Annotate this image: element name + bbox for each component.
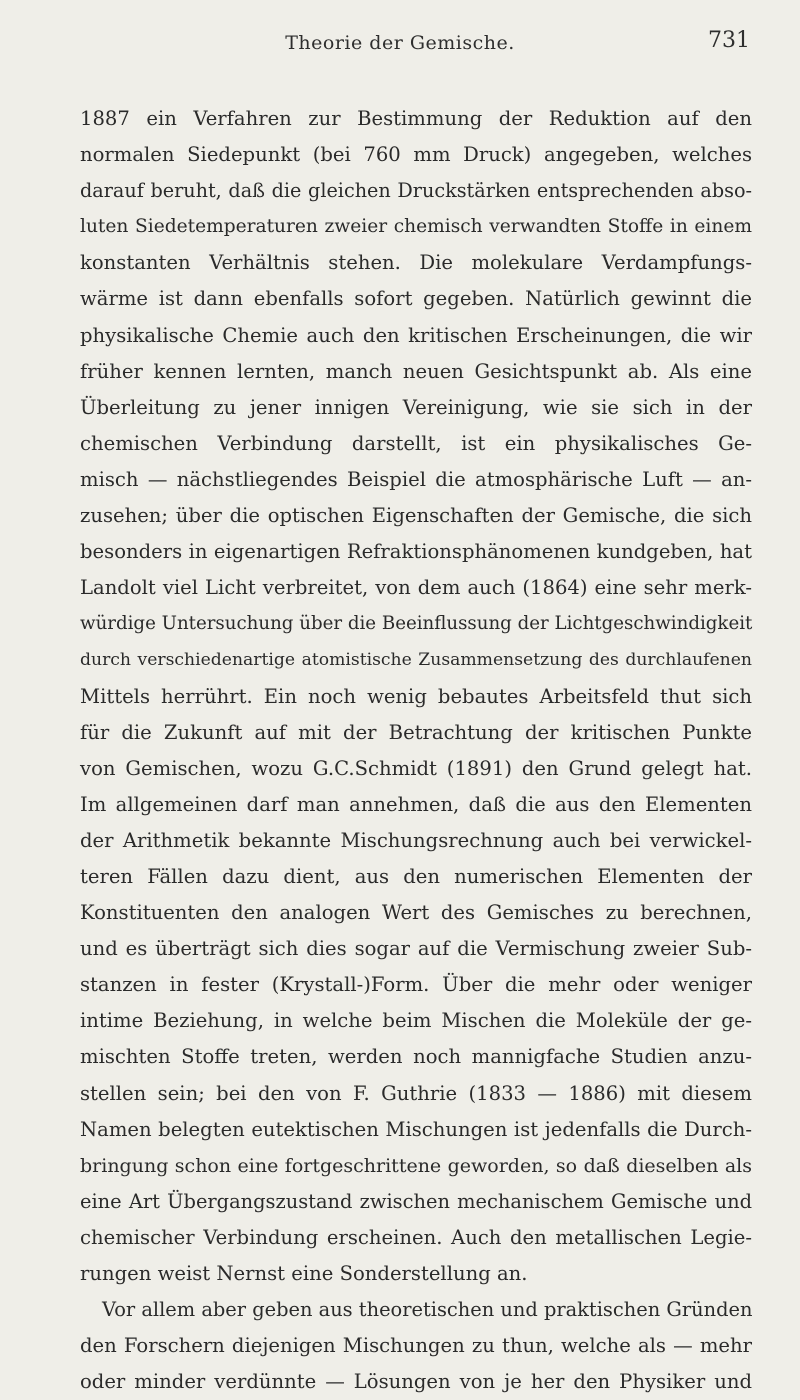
text-line: stellen sein; bei den von F. Guthrie (1833 — 1886) mit diesem	[80, 1081, 752, 1105]
text-line: Namen belegten eutektischen Mischungen ist jedenfalls die Durch-	[80, 1117, 752, 1141]
text-line: der Arithmetik bekannte Mischungsrechnung auch bei verwickel-	[80, 828, 752, 852]
text-line: luten Siedetemperaturen zweier chemisch verwandten Stoffe in einem	[80, 216, 752, 238]
text-line: wärme ist dann ebenfalls sofort gegeben. Natürlich gewinnt die	[80, 287, 752, 311]
text-line: misch — nächstliegendes Beispiel die atmosphärische Luft — an-	[80, 467, 752, 491]
text-line: bringung schon eine fortgeschrittene geworden, so daß dieselben als	[80, 1154, 752, 1177]
text-line: mischten Stoffe treten, werden noch mannigfache Studien anzu-	[80, 1045, 752, 1069]
text-line: rungen weist Nernst eine Sonderstellung an.	[80, 1262, 528, 1285]
text-line: würdige Untersuchung über die Beeinflussung der Lichtgeschwindigkeit	[80, 613, 753, 635]
running-title: Theorie der Gemische.	[285, 32, 515, 54]
text-line: den Forschern diejenigen Mischungen zu thun, welche als — mehr	[80, 1334, 752, 1358]
text-line: und es überträgt sich dies sogar auf die Vermischung zweier Sub-	[80, 937, 752, 961]
text-line: normalen Siedepunkt (bei 760 mm Druck) angegeben, welches	[80, 143, 752, 167]
text-line: eine Art Übergangszustand zwischen mechanischem Gemische und	[80, 1189, 752, 1213]
page-header	[0, 22, 800, 62]
text-line: darauf beruht, daß die gleichen Druckstärken entsprechenden abso-	[80, 179, 752, 203]
text-line: oder minder verdünnte — Lösungen von je her den Physiker und	[80, 1370, 752, 1394]
text-line: konstanten Verhältnis stehen. Die molekulare Verdampfungs-	[80, 251, 752, 275]
text-line: früher kennen lernten, manch neuen Gesichtspunkt ab. Als eine	[80, 359, 752, 383]
text-line: Überleitung zu jener innigen Vereinigung, wie sie sich in der	[80, 395, 752, 419]
text-line: 1887 ein Verfahren zur Bestimmung der Reduktion auf den	[80, 107, 752, 130]
text-line: teren Fällen dazu dient, aus den numerischen Elementen der	[80, 864, 752, 888]
text-line: physikalische Chemie auch den kritischen Erscheinungen, die wir	[80, 323, 752, 347]
text-line: zusehen; über die optischen Eigenschaften der Gemische, die sich	[80, 504, 752, 528]
body-text	[80, 101, 752, 1400]
text-line: Konstituenten den analogen Wert des Gemisches zu berechnen,	[80, 901, 752, 925]
text-line: chemischen Verbindung darstellt, ist ein physikalisches Ge-	[80, 431, 752, 455]
text-line: von Gemischen, wozu G.C.Schmidt (1891) den Grund gelegt hat.	[80, 756, 752, 780]
text-line: Landolt viel Licht verbreitet, von dem auch (1864) eine sehr merk-	[80, 576, 752, 600]
text-line: durch verschiedenartige atomistische Zusammensetzung des durchlaufenen	[80, 650, 752, 671]
text-line: Im allgemeinen darf man annehmen, daß die aus den Elementen	[80, 792, 752, 816]
text-line: Vor allem aber geben aus theoretischen und praktischen Gründen	[102, 1298, 753, 1322]
text-line: intime Beziehung, in welche beim Mischen die Moleküle der ge-	[80, 1009, 752, 1033]
text-line: Mittels herrührt. Ein noch wenig bebautes Arbeitsfeld thut sich	[80, 684, 752, 708]
page-number: 731	[708, 28, 750, 53]
text-line: stanzen in fester (Krystall-)Form. Über die mehr oder weniger	[80, 973, 752, 997]
text-line: besonders in eigenartigen Refraktionsphänomenen kundgeben, hat	[80, 540, 752, 564]
text-line: für die Zukunft auf mit der Betrachtung der kritischen Punkte	[80, 720, 752, 744]
text-line: chemischer Verbindung erscheinen. Auch den metallischen Legie-	[80, 1225, 752, 1249]
